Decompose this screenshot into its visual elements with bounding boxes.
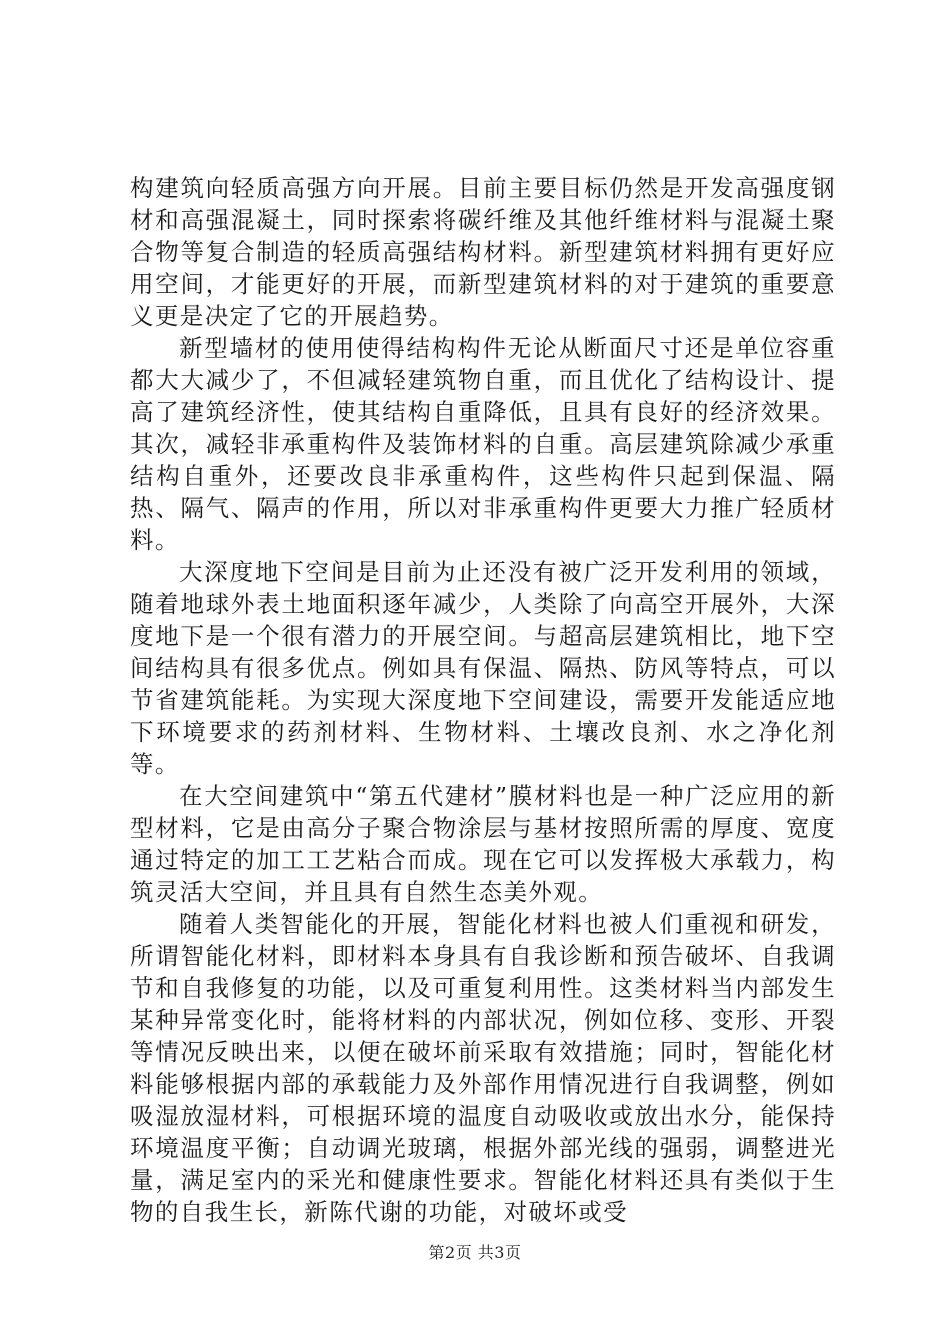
paragraph-5: 随着人类智能化的开展，智能化材料也被人们重视和研发，所谓智能化材料，即材料本身具有自我诊断和预告破坏、自我调节和自我修复的功能，以及可重复利用性。这类材料当内部发生某种异常变化时，能将材料的内部状况，例如位移、变形、开裂等情况反映出来，以便在破坏前采取有效措施；同时，智能化材料能够根据内部的承载能力及外部作用情况进行自我调整，例如吸湿放湿材料，可根据环境的温度自动吸收或放出水分，能保持环境温度平衡；自动调光玻璃，根据外部光线的强弱，调整进光量，满足室内的采光和健康性要求。智能化材料还具有类似于生物的自我生长，新陈代谢的功能，对破坏或受 xyxy=(130,910,836,1226)
page-number-footer: 第2页 共3页 xyxy=(428,1243,522,1262)
paragraph-3: 大深度地下空间是目前为止还没有被广泛开发利用的领域，随着地球外表土地面积逐年减少，人类除了向高空开展外，大深度地下是一个很有潜力的开展空间。与超高层建筑相比，地下空间结构具有很多优点。例如具有保温、隔热、防风等特点，可以节省建筑能耗。为实现大深度地下空间建设，需要开发能适应地下环境要求的药剂材料、生物材料、土壤改良剂、水之净化剂等。 xyxy=(130,558,836,778)
paragraph-1: 构建筑向轻质高强方向开展。目前主要目标仍然是开发高强度钢材和高强混凝土，同时探索将碳纤维及其他纤维材料与混凝土聚合物等复合制造的轻质高强结构材料。新型建筑材料拥有更好应用空间，才能更好的开展，而新型建筑材料的对于建筑的重要意义更是决定了它的开展趋势。 xyxy=(130,174,836,330)
paragraph-2: 新型墙材的使用使得结构构件无论从断面尺寸还是单位容重都大大减少了，不但减轻建筑物自重，而且优化了结构设计、提高了建筑经济性，使其结构自重降低，且具有良好的经济效果。其次，减轻非承重构件及装饰材料的自重。高层建筑除减少承重结构自重外，还要改良非承重构件，这些构件只起到保温、隔热、隔气、隔声的作用，所以对非承重构件更要大力推广轻质材料。 xyxy=(130,334,836,554)
paragraph-4: 在大空间建筑中“第五代建材”膜材料也是一种广泛应用的新型材料，它是由高分子聚合物涂层与基材按照所需的厚度、宽度通过特定的加工工艺粘合而成。现在它可以发挥极大承载力，构筑灵活大空间，并且具有自然生态美外观。 xyxy=(130,782,836,906)
body-text xyxy=(130,172,836,1228)
